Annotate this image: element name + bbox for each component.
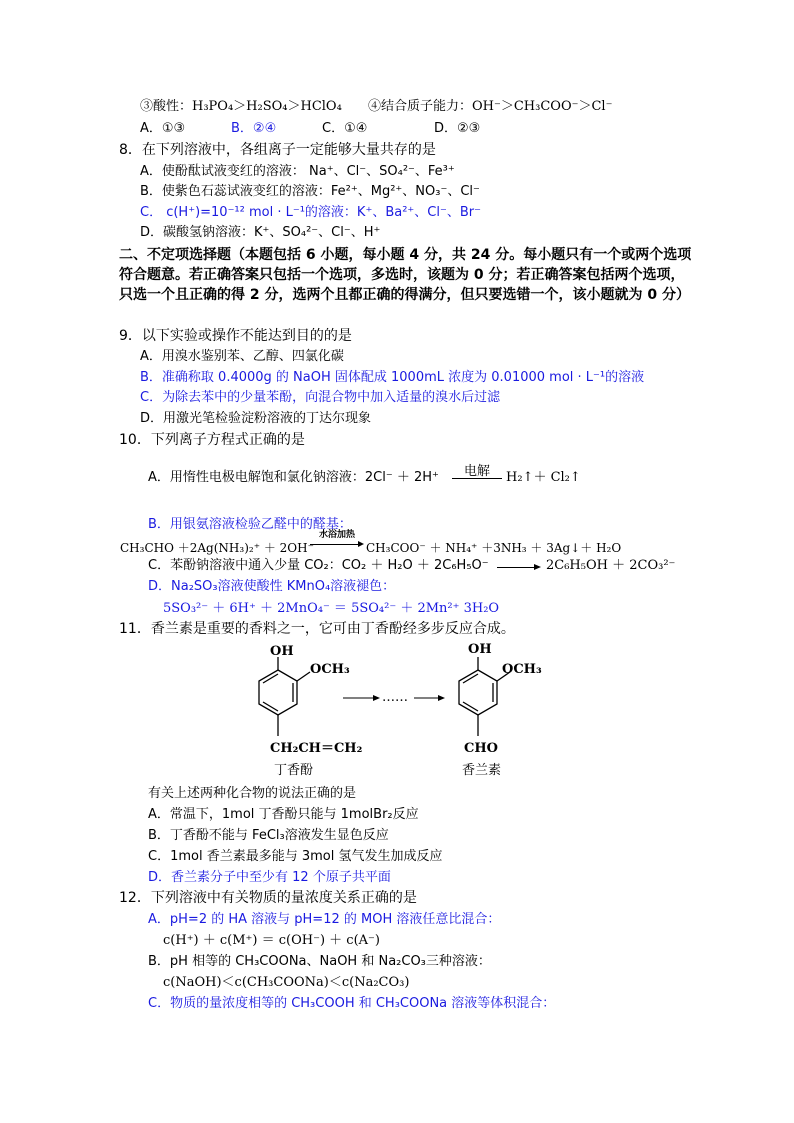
q8-option-a[interactable]: A．使酚酞试液变红的溶液： Na⁺、Cl⁻、SO₄²⁻、Fe³⁺ [140,164,455,179]
q7-option-b[interactable]: B．②④ [231,121,277,136]
q10-c-right: 2C₆H₅OH ＋ 2CO₃²⁻ [546,558,676,573]
q10-b-right: CH₃COO⁻ ＋ NH₄⁺ ＋3NH₃ ＋ 3Ag↓＋ H₂O [366,541,622,555]
q9-stem: 9．以下实验或操作不能达到目的的是 [119,328,352,344]
q10-b-reaction-arrow [310,530,364,550]
svg-text:……: …… [382,690,408,705]
q10-b-condition: 水浴加热 [318,530,355,540]
q11-option-a[interactable]: A．常温下，1mol 丁香酚只能与 1molBr₂反应 [148,807,419,822]
q12-option-c[interactable]: C．物质的量浓度相等的 CH₃COOH 和 CH₃COONa 溶液等体积混合： [148,996,556,1011]
q7-option-a[interactable]: A．①③ [140,121,186,136]
q10-option-b[interactable]: B．用银氨溶液检验乙醛中的醛基： [148,517,352,532]
q9-option-c[interactable]: C．为除去苯中的少量苯酚，向混合物中加入适量的溴水后过滤 [140,390,501,405]
q11-option-b[interactable]: B．丁香酚不能与 FeCl₃溶液发生显色反应 [148,828,389,843]
q10-option-d[interactable]: D．Na₂SO₃溶液使酸性 KMnO₄溶液褪色： [148,579,396,594]
section2-line-1: 二、不定项选择题（本题包括 6 小题，每小题 4 分，共 24 分。每小题只有一个或两个选项 [119,247,692,263]
q10-option-c[interactable]: C．苯酚钠溶液中通入少量 CO₂：CO₂ ＋ H₂O ＋ 2C₆H₅O⁻ [148,558,489,573]
q10-option-a[interactable] [148,469,439,487]
q12-b-equation: c(NaOH)＜c(CH₃COONa)＜c(Na₂CO₃) [163,975,410,990]
q8-option-d[interactable]: D．碳酸氢钠溶液：K⁺、SO₄²⁻、Cl⁻、H⁺ [140,225,381,240]
q10-stem: 10．下列离子方程式正确的是 [119,432,305,448]
q8-option-c[interactable]: C． c(H⁺)=10⁻¹² mol · L⁻¹的溶液：K⁺、Ba²⁺、Cl⁻、Br⁻ [140,205,481,220]
q11-structures-figure [240,640,560,780]
eugenol-structure [259,657,310,736]
q9-option-b[interactable]: B．准确称取 0.4000g 的 NaOH 固体配成 1000mL 浓度为 0.01000 mol · L⁻¹的溶液 [140,370,645,385]
q7-statement-4: ④结合质子能力：OH⁻＞CH₃COO⁻＞Cl⁻ [368,99,613,114]
vanillin-cho: CHO [464,741,498,756]
q12-a-equation: c(H⁺) ＋ c(M⁺) ＝ c(OH⁻) ＋ c(A⁻) [163,933,380,948]
section2-line-3: 只选一个且正确的得 2 分，选两个且都正确的得满分，但只要选错一个，该小题就为 0 分） [119,287,690,303]
q10-a-products: H₂↑＋ Cl₂↑ [506,470,581,485]
q12-option-b[interactable]: B．pH 相等的 CH₃COONa、NaOH 和 Na₂CO₃三种溶液： [148,954,491,969]
q11-stem: 11．香兰素是重要的香料之一，它可由丁香酚经多步反应合成。 [119,621,515,637]
q11-lead: 有关上述两种化合物的说法正确的是 [148,786,357,801]
q10-a-text: A．用惰性电极电解饱和氯化钠溶液：2Cl⁻ ＋ 2H⁺ [148,470,439,485]
eugenol-name: 丁香酚 [274,763,314,778]
q8-stem: 8．在下列溶液中，各组离子一定能够大量共存的是 [119,142,436,158]
q7-option-d[interactable]: D．②③ [434,121,481,136]
q7-option-c[interactable]: C．①④ [322,121,368,136]
vanillin-oh: OH [468,642,492,657]
q10-a-reaction-arrow [452,462,502,482]
q11-option-d[interactable]: D．香兰素分子中至少有 12 个原子共平面 [148,870,391,885]
synthesis-arrow-icon [343,690,445,705]
q9-option-a[interactable]: A．用溴水鉴别苯、乙醇、四氯化碳 [140,349,344,364]
q11-option-c[interactable]: C．1mol 香兰素最多能与 3mol 氢气发生加成反应 [148,849,443,864]
q10-c-reaction-arrow [497,565,541,571]
vanillin-och3: OCH₃ [502,662,542,677]
q7-statement-3: ③酸性：H₃PO₄＞H₂SO₄＞HClO₄ [140,99,342,114]
q10-b-left: CH₃CHO ＋2Ag(NH₃)₂⁺ ＋ 2OH⁻ [120,541,314,555]
q12-option-a[interactable]: A．pH=2 的 HA 溶液与 pH=12 的 MOH 溶液任意比混合： [148,912,501,927]
q9-option-d[interactable]: D．用激光笔检验淀粉溶液的丁达尔现象 [140,411,372,426]
q10-a-condition: 电解 [463,464,490,479]
eugenol-och3: OCH₃ [310,662,350,677]
vanillin-name: 香兰素 [462,763,502,778]
eugenol-side-chain: CH₂CH＝CH₂ [270,741,363,756]
eugenol-oh: OH [270,644,294,659]
q12-stem: 12．下列溶液中有关物质的量浓度关系正确的是 [119,890,417,906]
q8-option-b[interactable]: B．使紫色石蕊试液变红的溶液：Fe²⁺、Mg²⁺、NO₃⁻、Cl⁻ [140,184,480,199]
q10-d-equation: 5SO₃²⁻ ＋ 6H⁺ ＋ 2MnO₄⁻ ＝ 5SO₄²⁻ ＋ 2Mn²⁺ 3H₂O [163,601,500,616]
section2-line-2: 符合题意。若正确答案只包括一个选项，多选时，该题为 0 分；若正确答案包括两个选项， [119,267,685,283]
